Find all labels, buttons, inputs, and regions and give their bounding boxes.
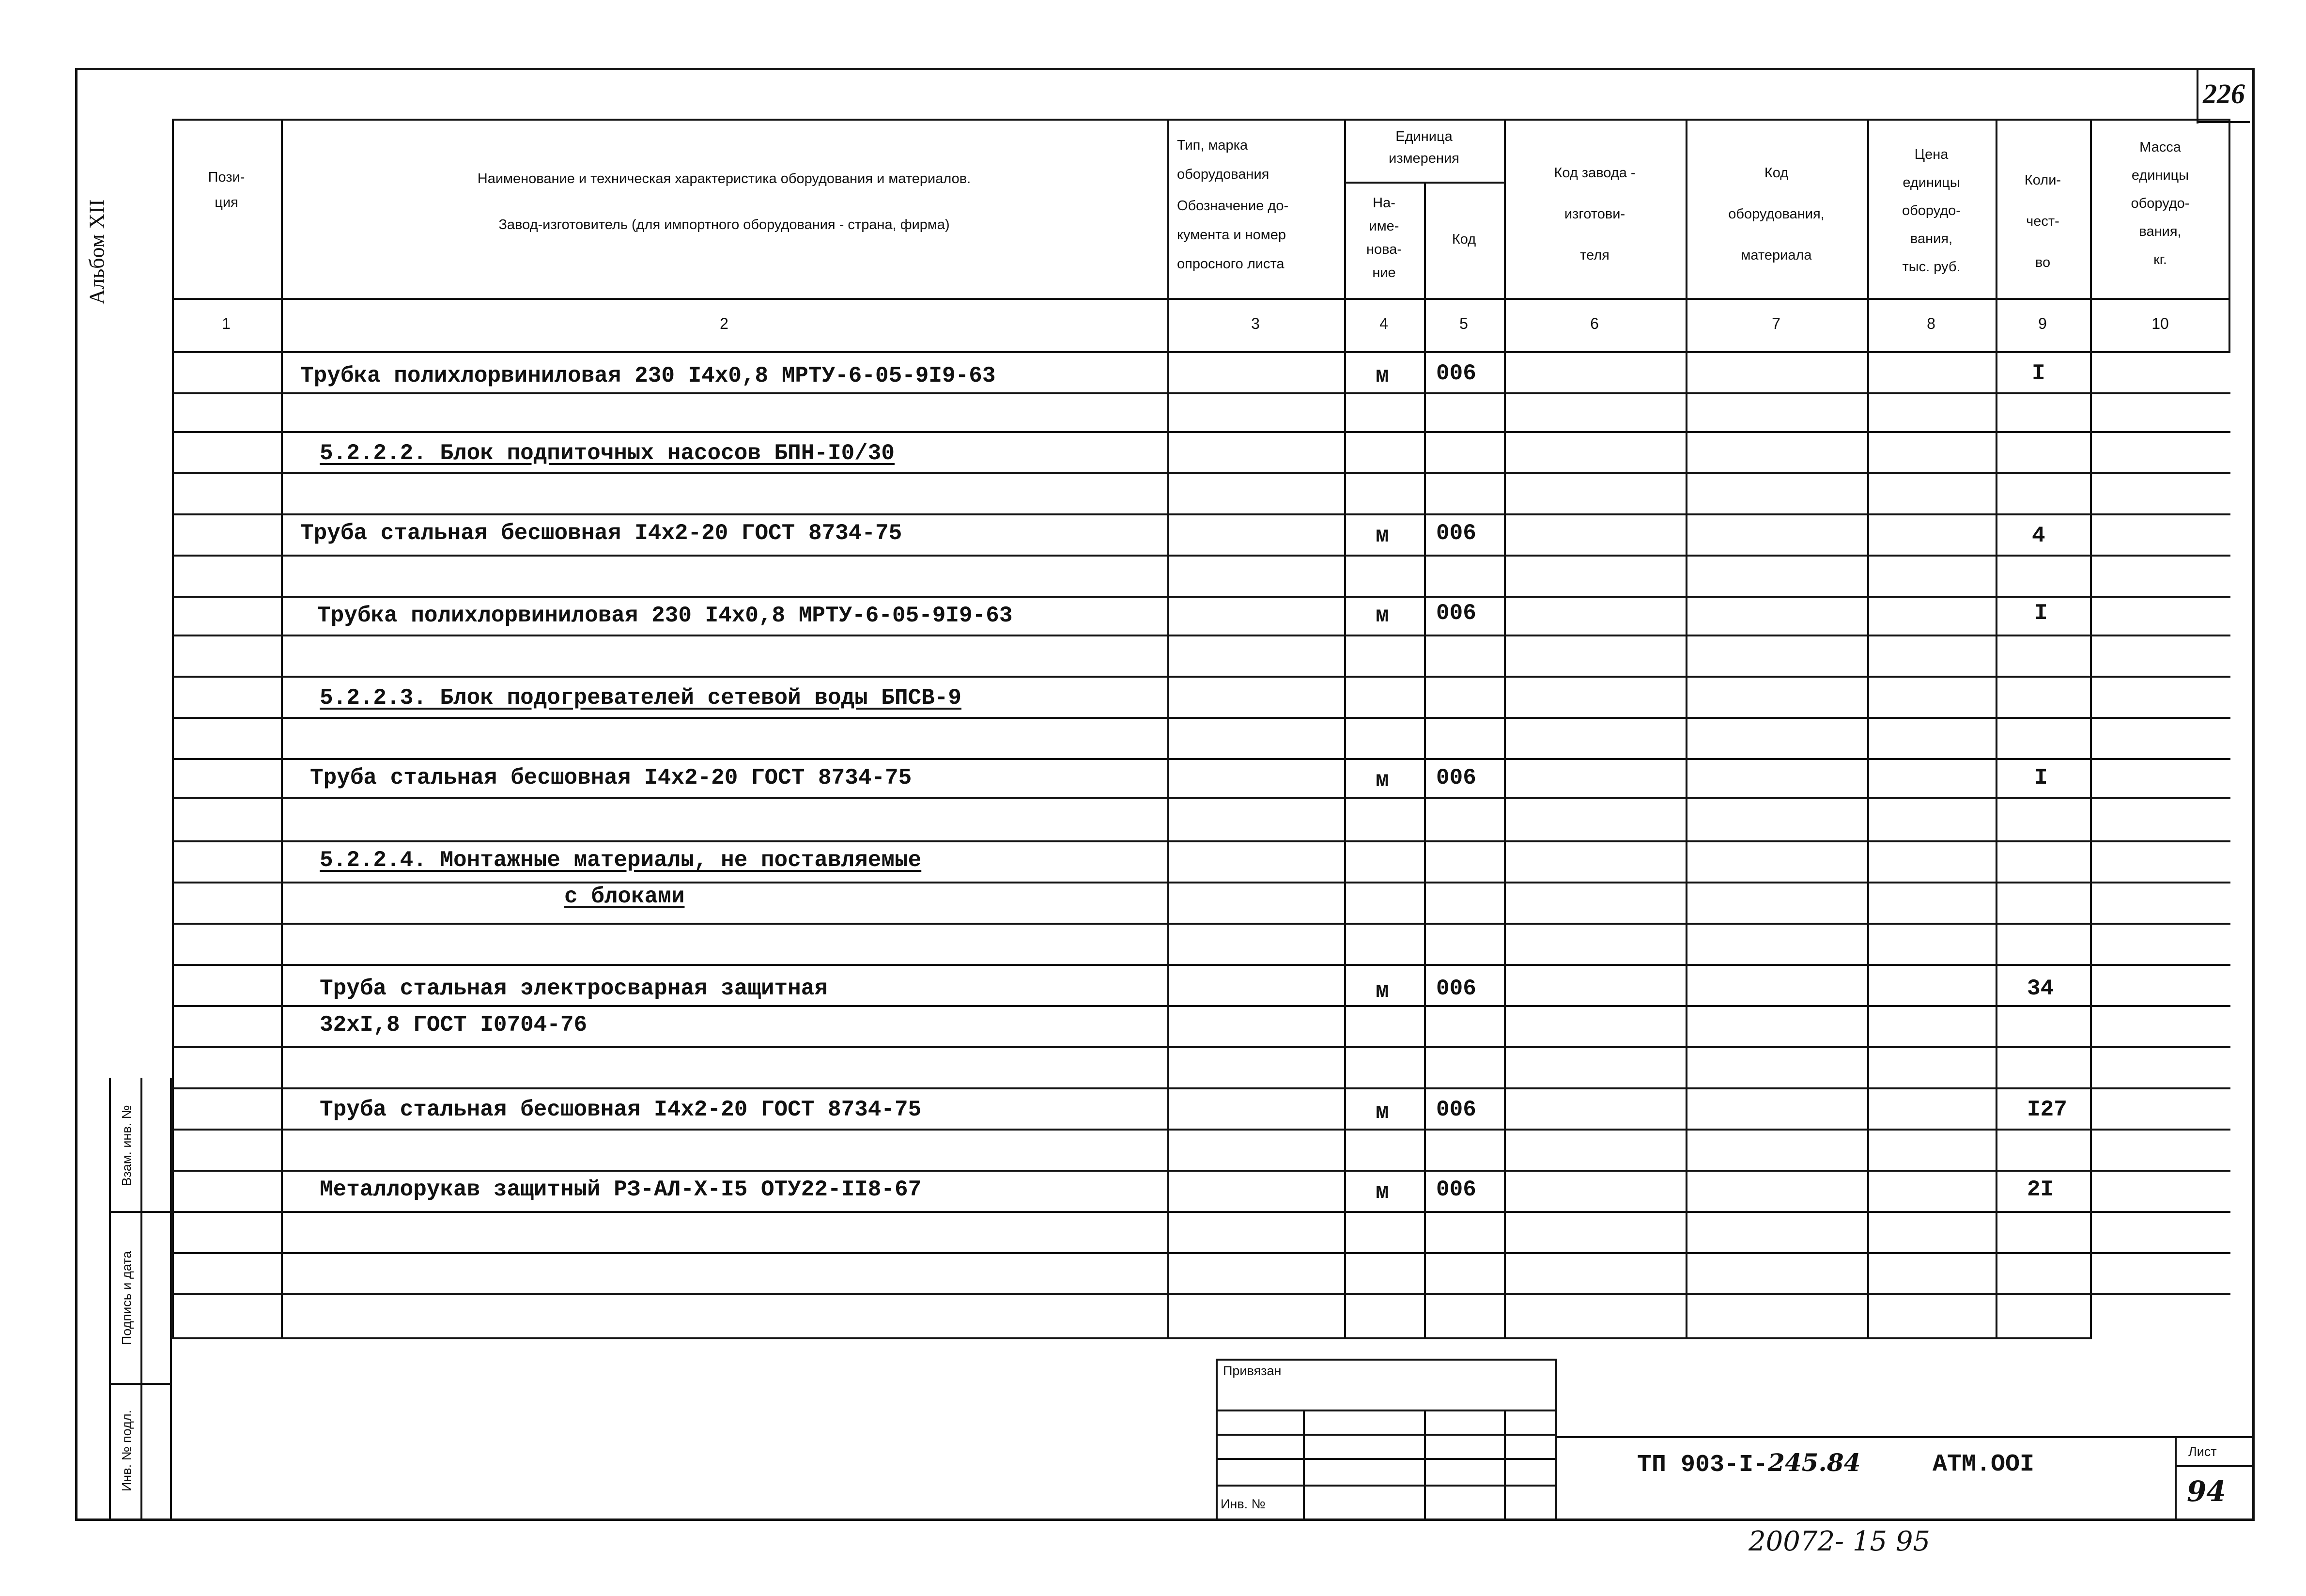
row-3-qty: I (2034, 601, 2048, 626)
privyazan-block (1216, 1359, 1557, 1521)
colnum-7: 7 (1772, 315, 1780, 332)
colnum-5: 5 (1459, 315, 1468, 332)
row-9-name: 32xI,8 ГОСТ I0704-76 (320, 1012, 588, 1038)
row-1-heading: 5.2.2.2. Блок подпиточных насосов БПН-I0/30 (320, 441, 895, 466)
row-11-code: 006 (1436, 1177, 1476, 1202)
row-10-name: Труба стальная бесшовная I4x2-20 ГОСТ 8734-75 (320, 1097, 922, 1122)
privyazan-vline3 (1504, 1410, 1506, 1521)
header-position: Пози- ция (208, 170, 245, 210)
side-label-inv-podl: Инв. № подл. (119, 1410, 134, 1492)
side-label-vzam: Взам. инв. № (119, 1105, 134, 1186)
row-8-unit: м (1376, 978, 1389, 1004)
doc-designation: АТМ.OOI (1933, 1451, 2035, 1478)
colnum-1: 1 (222, 315, 231, 332)
row-0-unit: м (1376, 363, 1389, 388)
row-4-heading: 5.2.2.3. Блок подогревателей сетевой воды БПСВ-9 (320, 685, 962, 711)
title-block-sheet-sep (2175, 1436, 2177, 1521)
album-label: Альбом XII (85, 199, 109, 305)
header-equipment-code: Код оборудования, материала (1728, 165, 1825, 263)
row-10-unit: м (1376, 1100, 1389, 1125)
colnum-2: 2 (720, 315, 728, 332)
row-8-name: Труба стальная электросварная защитная (320, 976, 828, 1001)
row-8-qty: 34 (2027, 976, 2054, 1001)
row-5-unit: м (1376, 768, 1389, 793)
row-8-code: 006 (1436, 976, 1476, 1001)
header-type-line3: Обозначение до- (1177, 198, 1289, 214)
row-6-heading: 5.2.2.4. Монтажные материалы, не поставляемые (320, 848, 922, 873)
header-unit-code: Код (1452, 232, 1476, 247)
row-2-name: Труба стальная бесшовная I4x2-20 ГОСТ 8734-75 (300, 521, 902, 546)
header-unit-name: На- име- нова- ние (1366, 195, 1402, 280)
header-name-line2: Завод-изготовитель (для импортного оборудования - страна, фирма) (498, 217, 950, 232)
row-2-code: 006 (1436, 521, 1476, 546)
privyazan-line4 (1216, 1485, 1557, 1487)
header-unit-price: Цена единицы оборудо- вания, тыс. руб. (1902, 147, 1961, 275)
row-2-unit: м (1376, 523, 1389, 548)
sheet-number: 94 (2187, 1475, 2226, 1508)
privyazan-vline2 (1424, 1410, 1426, 1521)
header-name-line1: Наименование и техническая характеристика оборудования и материалов. (477, 171, 971, 186)
title-block-top (1557, 1436, 2255, 1438)
row-10-code: 006 (1436, 1097, 1476, 1122)
header-maker-code: Код завода - изготови- теля (1554, 165, 1636, 263)
row-5-name: Труба стальная бесшовная I4x2-20 ГОСТ 8734-75 (310, 765, 912, 790)
row-3-name: Трубка полихлорвиниловая 230 I4x0,8 МРТУ-6-05-9I9-63 (317, 603, 1013, 628)
header-unit-group: Единица измерения (1389, 129, 1459, 166)
side-label-podpis: Подпись и дата (119, 1251, 134, 1346)
row-7-heading: с блоками (564, 884, 685, 909)
footer-number: 20072- 15 95 (1749, 1526, 1931, 1557)
header-type-line5: опросного листа (1177, 256, 1285, 272)
page-number-box (2197, 70, 2198, 124)
header-type-line2: оборудования (1177, 167, 1269, 182)
row-0-qty: I (2032, 361, 2045, 386)
sheet-label: Лист (2188, 1444, 2217, 1459)
colnum-10: 10 (2151, 315, 2169, 332)
colnum-9: 9 (2038, 315, 2047, 332)
row-5-code: 006 (1436, 765, 1476, 790)
header-quantity: Коли- чест- во (2024, 172, 2061, 270)
page-number: 226 (2203, 78, 2245, 109)
row-11-qty: 2I (2027, 1177, 2054, 1202)
row-5-qty: I (2034, 765, 2048, 790)
privyazan-label: Привязан (1223, 1364, 1282, 1378)
doc-prefix: ТП 903-I- (1637, 1451, 1768, 1479)
title-block-sheet-hline (2175, 1465, 2255, 1467)
row-3-unit: м (1376, 603, 1389, 628)
row-10-qty: I27 (2027, 1097, 2067, 1122)
side-stamp-inner (140, 1078, 142, 1521)
row-11-name: Металлорукав защитный РЗ-АЛ-Х-I5 ОТУ22-II8-67 (320, 1177, 922, 1202)
header-type-line4: кумента и номер (1177, 227, 1286, 243)
document-code (1637, 1448, 1860, 1479)
privyazan-vline1 (1303, 1410, 1305, 1521)
privyazan-line2 (1216, 1434, 1557, 1436)
doc-number-handwritten: 245.84 (1768, 1448, 1861, 1477)
inv-no-label: Инв. № (1221, 1497, 1266, 1511)
header-unit-mass: Масса единицы оборудо- вания, кг. (2131, 139, 2190, 267)
row-2-qty: 4 (2032, 523, 2045, 548)
privyazan-line1 (1216, 1410, 1557, 1411)
row-0-code: 006 (1436, 361, 1476, 386)
row-11-unit: м (1376, 1179, 1389, 1205)
row-3-code: 006 (1436, 601, 1476, 626)
privyazan-line3 (1216, 1458, 1557, 1460)
colnum-6: 6 (1590, 315, 1599, 332)
row-0-name: Трубка полихлорвиниловая 230 I4x0,8 МРТУ-6-05-9I9-63 (300, 363, 996, 388)
colnum-3: 3 (1251, 315, 1260, 332)
header-type-line1: Тип, марка (1177, 138, 1248, 153)
colnum-8: 8 (1927, 315, 1935, 332)
spec-table (172, 119, 2230, 1339)
colnum-4: 4 (1379, 315, 1388, 332)
